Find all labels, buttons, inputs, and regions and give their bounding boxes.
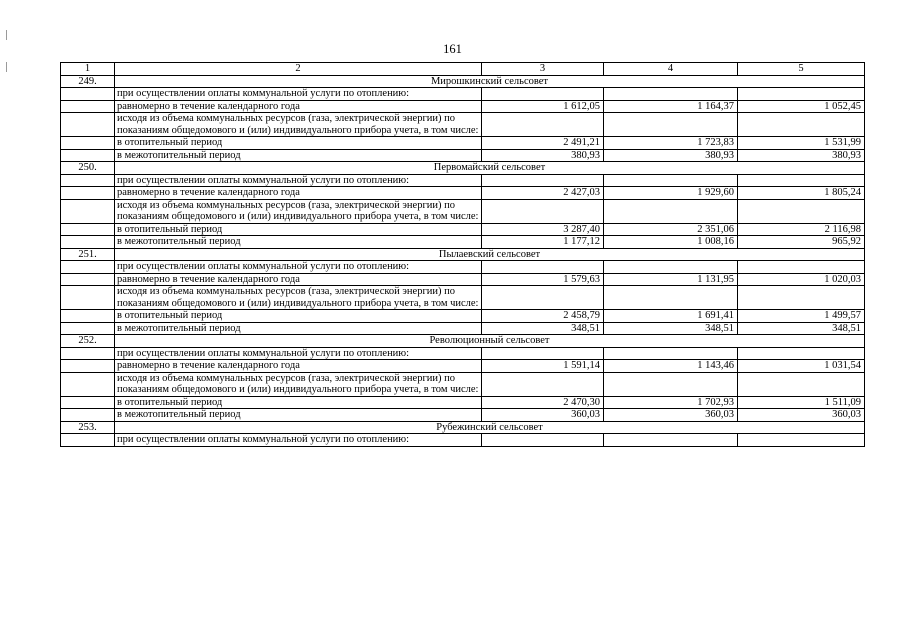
column-header: 3 xyxy=(482,63,604,76)
row-label: равномерно в течение календарного года xyxy=(115,273,482,286)
row-label: в отопительный период xyxy=(115,137,482,150)
empty-cell xyxy=(604,286,738,310)
empty-cell xyxy=(61,396,115,409)
empty-cell xyxy=(482,113,604,137)
column-number-row xyxy=(61,63,865,76)
tariff-value: 2 351,06 xyxy=(604,223,738,236)
metered-row xyxy=(61,199,865,223)
row-label: равномерно в течение календарного года xyxy=(115,187,482,200)
empty-cell xyxy=(61,113,115,137)
empty-cell xyxy=(61,137,115,150)
section-name: Мирошкинский сельсовет xyxy=(115,75,865,88)
empty-cell xyxy=(482,434,604,447)
tariff-table xyxy=(60,62,865,447)
empty-cell xyxy=(61,273,115,286)
row-label: при осуществлении оплаты коммунальной услуги по отоплению: xyxy=(115,88,482,101)
tariff-value: 1 164,37 xyxy=(604,100,738,113)
heating-period-row xyxy=(61,137,865,150)
empty-cell xyxy=(482,286,604,310)
row-label: в межотопительный период xyxy=(115,236,482,249)
empty-cell xyxy=(61,88,115,101)
column-header: 5 xyxy=(738,63,865,76)
empty-cell xyxy=(61,199,115,223)
row-label: в отопительный период xyxy=(115,223,482,236)
tariff-value: 1 591,14 xyxy=(482,360,604,373)
section-title-row xyxy=(61,248,865,261)
empty-cell xyxy=(61,409,115,422)
empty-cell xyxy=(604,199,738,223)
section-number: 253. xyxy=(61,421,115,434)
column-header: 4 xyxy=(604,63,738,76)
empty-cell xyxy=(61,236,115,249)
section-number: 252. xyxy=(61,335,115,348)
empty-cell xyxy=(482,199,604,223)
row-label: исходя из объема коммунальных ресурсов (газа, электрической энергии) по показаниям общедомового и (или) индивидуального прибора учета, в том числе: xyxy=(115,199,482,223)
metered-row xyxy=(61,286,865,310)
uniform-row xyxy=(61,187,865,200)
empty-cell xyxy=(61,360,115,373)
empty-cell xyxy=(738,347,865,360)
row-label: в межотопительный период xyxy=(115,409,482,422)
empty-cell xyxy=(604,88,738,101)
empty-cell xyxy=(61,187,115,200)
empty-cell xyxy=(61,286,115,310)
page-number: 161 xyxy=(443,42,462,56)
empty-cell xyxy=(482,347,604,360)
empty-cell xyxy=(738,434,865,447)
tariff-value: 1 177,12 xyxy=(482,236,604,249)
row-label: при осуществлении оплаты коммунальной услуги по отоплению: xyxy=(115,434,482,447)
section-title-row xyxy=(61,335,865,348)
scan-edge-mark xyxy=(6,30,7,40)
tariff-value: 1 691,41 xyxy=(604,310,738,323)
payment-row xyxy=(61,434,865,447)
empty-cell xyxy=(61,149,115,162)
section-name: Рубежинский сельсовет xyxy=(115,421,865,434)
empty-cell xyxy=(482,174,604,187)
tariff-value: 360,03 xyxy=(482,409,604,422)
row-label: в межотопительный период xyxy=(115,322,482,335)
empty-cell xyxy=(738,113,865,137)
interheating-period-row xyxy=(61,236,865,249)
tariff-value: 1 805,24 xyxy=(738,187,865,200)
empty-cell xyxy=(604,113,738,137)
empty-cell xyxy=(61,174,115,187)
heating-period-row xyxy=(61,396,865,409)
tariff-value: 2 427,03 xyxy=(482,187,604,200)
tariff-value: 2 491,21 xyxy=(482,137,604,150)
tariff-value: 348,51 xyxy=(738,322,865,335)
uniform-row xyxy=(61,360,865,373)
tariff-value: 1 052,45 xyxy=(738,100,865,113)
empty-cell xyxy=(738,261,865,274)
tariff-value: 1 929,60 xyxy=(604,187,738,200)
tariff-value: 3 287,40 xyxy=(482,223,604,236)
tariff-value: 2 116,98 xyxy=(738,223,865,236)
empty-cell xyxy=(738,174,865,187)
row-label: при осуществлении оплаты коммунальной услуги по отоплению: xyxy=(115,347,482,360)
empty-cell xyxy=(738,372,865,396)
section-name: Пылаевский сельсовет xyxy=(115,248,865,261)
section-title-row xyxy=(61,162,865,175)
payment-row xyxy=(61,347,865,360)
empty-cell xyxy=(61,434,115,447)
empty-cell xyxy=(604,174,738,187)
tariff-value: 1 579,63 xyxy=(482,273,604,286)
tariff-value: 348,51 xyxy=(482,322,604,335)
section-name: Первомайский сельсовет xyxy=(115,162,865,175)
empty-cell xyxy=(604,372,738,396)
section-name: Революционный сельсовет xyxy=(115,335,865,348)
uniform-row xyxy=(61,100,865,113)
empty-cell xyxy=(738,199,865,223)
tariff-value: 360,03 xyxy=(738,409,865,422)
tariff-value: 1 008,16 xyxy=(604,236,738,249)
uniform-row xyxy=(61,273,865,286)
tariff-value: 2 470,30 xyxy=(482,396,604,409)
column-header: 2 xyxy=(115,63,482,76)
metered-row xyxy=(61,372,865,396)
row-label: исходя из объема коммунальных ресурсов (газа, электрической энергии) по показаниям общедомового и (или) индивидуального прибора учета, в том числе: xyxy=(115,372,482,396)
interheating-period-row xyxy=(61,409,865,422)
scan-edge-mark xyxy=(6,62,7,72)
column-header: 1 xyxy=(61,63,115,76)
tariff-value: 2 458,79 xyxy=(482,310,604,323)
empty-cell xyxy=(61,347,115,360)
tariff-value: 965,92 xyxy=(738,236,865,249)
row-label: при осуществлении оплаты коммунальной услуги по отоплению: xyxy=(115,174,482,187)
row-label: исходя из объема коммунальных ресурсов (газа, электрической энергии) по показаниям общедомового и (или) индивидуального прибора учета, в том числе: xyxy=(115,113,482,137)
tariff-value: 1 020,03 xyxy=(738,273,865,286)
tariff-value: 1 499,57 xyxy=(738,310,865,323)
interheating-period-row xyxy=(61,322,865,335)
empty-cell xyxy=(482,261,604,274)
tariff-value: 1 531,99 xyxy=(738,137,865,150)
empty-cell xyxy=(61,372,115,396)
row-label: в отопительный период xyxy=(115,396,482,409)
empty-cell xyxy=(604,347,738,360)
row-label: равномерно в течение календарного года xyxy=(115,100,482,113)
tariff-value: 1 511,09 xyxy=(738,396,865,409)
section-title-row xyxy=(61,75,865,88)
tariff-value: 380,93 xyxy=(738,149,865,162)
empty-cell xyxy=(61,223,115,236)
tariff-value: 1 723,83 xyxy=(604,137,738,150)
tariff-value: 1 702,93 xyxy=(604,396,738,409)
section-number: 249. xyxy=(61,75,115,88)
heating-period-row xyxy=(61,223,865,236)
tariff-value: 348,51 xyxy=(604,322,738,335)
tariff-value: 1 143,46 xyxy=(604,360,738,373)
payment-row xyxy=(61,174,865,187)
row-label: в межотопительный период xyxy=(115,149,482,162)
row-label: равномерно в течение календарного года xyxy=(115,360,482,373)
tariff-value: 1 612,05 xyxy=(482,100,604,113)
empty-cell xyxy=(738,88,865,101)
empty-cell xyxy=(482,372,604,396)
row-label: в отопительный период xyxy=(115,310,482,323)
empty-cell xyxy=(604,434,738,447)
payment-row xyxy=(61,261,865,274)
empty-cell xyxy=(604,261,738,274)
metered-row xyxy=(61,113,865,137)
heating-period-row xyxy=(61,310,865,323)
tariff-value: 1 031,54 xyxy=(738,360,865,373)
tariff-value: 380,93 xyxy=(482,149,604,162)
empty-cell xyxy=(482,88,604,101)
section-title-row xyxy=(61,421,865,434)
empty-cell xyxy=(61,310,115,323)
empty-cell xyxy=(61,100,115,113)
section-number: 250. xyxy=(61,162,115,175)
payment-row xyxy=(61,88,865,101)
empty-cell xyxy=(61,261,115,274)
section-number: 251. xyxy=(61,248,115,261)
empty-cell xyxy=(61,322,115,335)
empty-cell xyxy=(738,286,865,310)
interheating-period-row xyxy=(61,149,865,162)
row-label: исходя из объема коммунальных ресурсов (газа, электрической энергии) по показаниям общедомового и (или) индивидуального прибора учета, в том числе: xyxy=(115,286,482,310)
tariff-value: 360,03 xyxy=(604,409,738,422)
tariff-value: 1 131,95 xyxy=(604,273,738,286)
tariff-value: 380,93 xyxy=(604,149,738,162)
row-label: при осуществлении оплаты коммунальной услуги по отоплению: xyxy=(115,261,482,274)
